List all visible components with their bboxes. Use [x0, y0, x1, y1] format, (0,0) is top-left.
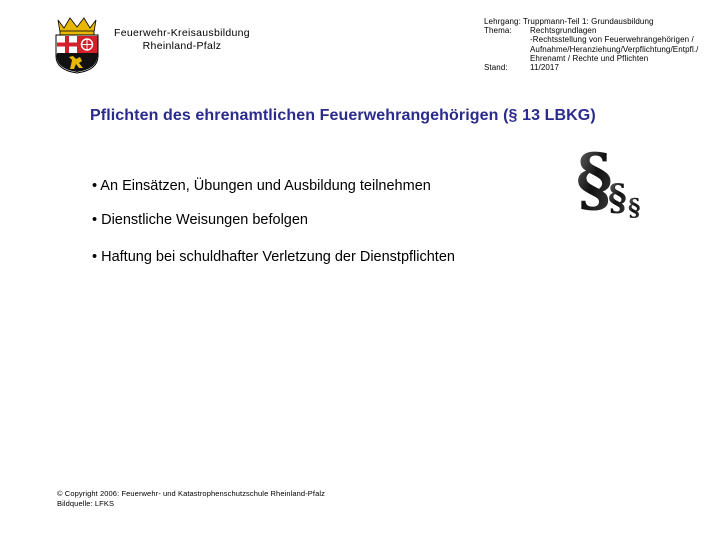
stand-row [484, 63, 720, 72]
organization-name [112, 27, 252, 53]
bullet-item-1: • An Einsätzen, Übungen und Ausbildung teilnehmen [92, 178, 431, 194]
lehrgang-label: Lehrgang: [484, 17, 521, 26]
svg-text:§: § [576, 138, 613, 221]
stand-value: 11/2017 [530, 63, 560, 73]
slide-title: Pflichten des ehrenamtlichen Feuerwehrangehörigen (§ 13 LBKG) [90, 107, 596, 124]
footer [57, 489, 325, 509]
organization-line-1: Feuerwehr-Kreisausbildung [114, 27, 250, 39]
thema-detail-2: Aufnahme/Heranziehung/Verpflichtung/Entpfl./ [530, 44, 699, 54]
thema-row [484, 26, 720, 35]
lehrgang-value: Truppmann-Teil 1: Grundausbildung [522, 17, 654, 26]
bullet-item-3: • Haftung bei schuldhafter Verletzung der Dienstpflichten [92, 249, 455, 265]
image-source-text: Bildquelle: LFKS [57, 499, 115, 508]
thema-detail-1: -Rechtsstellung von Feuerwehrangehörigen / [530, 35, 694, 45]
lehrgang-row [484, 17, 720, 26]
stand-label: Stand: [484, 63, 508, 73]
svg-text:§: § [608, 177, 627, 219]
thema-value: Rechtsgrundlagen [530, 26, 597, 36]
bullet-item-2: • Dienstliche Weisungen befolgen [92, 212, 308, 228]
paragraph-signs-icon [568, 136, 648, 222]
thema-detail-3: Ehrenamt / Rechte und Pflichten [530, 53, 649, 63]
organization-line-2: Rheinland-Pfalz [142, 40, 222, 52]
rheinland-pfalz-coat-of-arms-icon [52, 16, 102, 74]
svg-text:§: § [628, 193, 641, 222]
thema-label: Thema: [484, 26, 512, 36]
course-meta [484, 17, 720, 72]
copyright-text: © Copyright 2006: Feuerwehr- und Katastrophenschutzschule Rheinland-Pfalz [57, 489, 325, 498]
